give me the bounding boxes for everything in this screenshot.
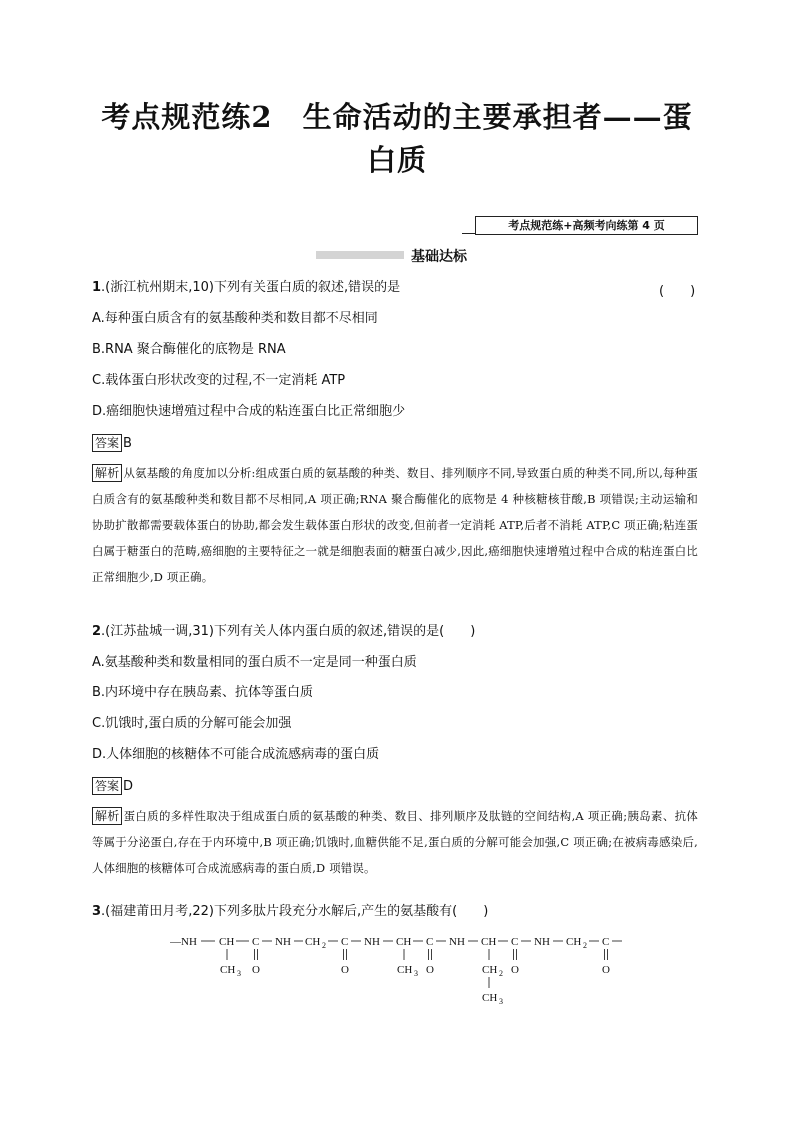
question-2-explanation-text: 蛋白质的多样性取决于组成蛋白质的氨基酸的种类、数目、排列顺序及肽链的空间结构,A 项正确;胰岛素、抗体等属于分泌蛋白,存在于内环境中,B 项正确;饥饿时,血糖供能不足,蛋白质的分解可能会加强,C 项正确;在被病毒感染后,人体细胞的核糖体可合成流感病毒的蛋白质,D 项错误。 [92, 809, 698, 875]
question-2-option-c: C.饥饿时,蛋白质的分解可能会加强 [92, 716, 292, 731]
polypeptide-structure-diagram [170, 930, 630, 1005]
question-2-option-a: A.氨基酸种类和数量相同的蛋白质不一定是同一种蛋白质 [92, 655, 417, 670]
question-1-answer-value: B [123, 436, 132, 451]
side-subscript: 3 [499, 997, 503, 1005]
chain-nh: NH [275, 936, 291, 948]
title-line-2: 白质 [366, 143, 427, 177]
tag-underline [462, 233, 476, 234]
answer-badge: 答案 [92, 434, 122, 452]
question-1-option-a: A.每种蛋白质含有的氨基酸种类和数目都不尽相同 [92, 311, 378, 326]
chain-c: C [252, 936, 260, 948]
chain-ch: CH [481, 936, 497, 948]
chain-nh: —NH [170, 936, 197, 948]
question-2-explanation [92, 803, 698, 881]
chain-c: C [341, 936, 349, 948]
side-ch3: CH [220, 964, 236, 976]
chain-ch: CH [396, 936, 412, 948]
question-1-text: .(浙江杭州期末,10)下列有关蛋白质的叙述,错误的是 [101, 280, 401, 295]
answer-badge: 答案 [92, 777, 122, 795]
question-1-explanation [92, 460, 698, 590]
question-2-option-b: B.内环境中存在胰岛素、抗体等蛋白质 [92, 685, 314, 700]
explanation-badge: 解析 [92, 464, 122, 482]
question-2-option-d: D.人体细胞的核糖体不可能合成流感病毒的蛋白质 [92, 747, 380, 762]
side-ch3: CH [482, 992, 498, 1004]
question-3-text: .(福建莆田月考,22)下列多肽片段充分水解后,产生的氨基酸有( ) [101, 904, 489, 919]
chain-c: C [602, 936, 610, 948]
side-o: O [426, 964, 434, 976]
chain-c: C [511, 936, 519, 948]
side-o: O [511, 964, 519, 976]
question-1-number: 1 [92, 280, 102, 295]
chain-nh: NH [449, 936, 465, 948]
side-subscript: 3 [237, 969, 241, 978]
side-subscript: 3 [414, 969, 418, 978]
chain-nh: NH [364, 936, 380, 948]
chain-ch: CH [566, 936, 582, 948]
question-1-option-b: B.RNA 聚合酶催化的底物是 RNA [92, 342, 286, 357]
question-3-stem [92, 904, 488, 920]
chain-ch: CH [305, 936, 321, 948]
section-bar [316, 251, 404, 259]
chain-c: C [426, 936, 434, 948]
chain-subscript: 2 [322, 941, 326, 950]
chain-subscript: 2 [583, 941, 587, 950]
question-1-answer [92, 434, 132, 453]
chain-ch: CH [219, 936, 235, 948]
question-1-explanation-text: 从氨基酸的角度加以分析:组成蛋白质的氨基酸的种类、数目、排列顺序不同,导致蛋白质的种类不同,所以,每种蛋白质含有的氨基酸种类和数目都不尽相同,A 项正确;RNA 聚合酶催化的底物是 4 种核糖核苷酸,B 项错误;主动运输和协助扩散都需要载体蛋白的协助,都会发生载体蛋白形状的改变,但前者一定消耗 ATP,后者不消耗 ATP,C 项正确;粘连蛋白属于糖蛋白的范畴,癌细胞的主要特征之一就是细胞表面的糖蛋白减少,因此,癌细胞快速增殖过程中合成的粘连蛋白比正常细胞少,D 项正确。 [92, 466, 698, 584]
question-2-answer-value: D [123, 779, 134, 794]
section-heading: 基础达标 [411, 249, 467, 265]
question-2-answer [92, 777, 133, 796]
side-o: O [252, 964, 260, 976]
question-2-text: .(江苏盐城一调,31)下列有关人体内蛋白质的叙述,错误的是( ) [101, 624, 476, 639]
page-title [90, 96, 704, 182]
side-o: O [341, 964, 349, 976]
side-ch2: CH [482, 964, 498, 976]
side-ch3: CH [397, 964, 413, 976]
side-subscript: 2 [499, 969, 503, 978]
title-line-1: 考点规范练2 生命活动的主要承担者——蛋 [101, 100, 693, 134]
question-2-number: 2 [92, 624, 102, 639]
question-2-stem [92, 624, 475, 640]
page-reference-tag: 考点规范练+高频考向练第 4 页 [475, 216, 698, 235]
question-1-option-d: D.癌细胞快速增殖过程中合成的粘连蛋白比正常细胞少 [92, 404, 406, 419]
question-1-answer-blank: ( ) [659, 284, 696, 299]
side-o: O [602, 964, 610, 976]
explanation-badge: 解析 [92, 807, 122, 825]
question-3-number: 3 [92, 904, 102, 919]
chain-nh: NH [534, 936, 550, 948]
question-1-stem [92, 280, 400, 296]
question-1-option-c: C.载体蛋白形状改变的过程,不一定消耗 ATP [92, 373, 346, 388]
